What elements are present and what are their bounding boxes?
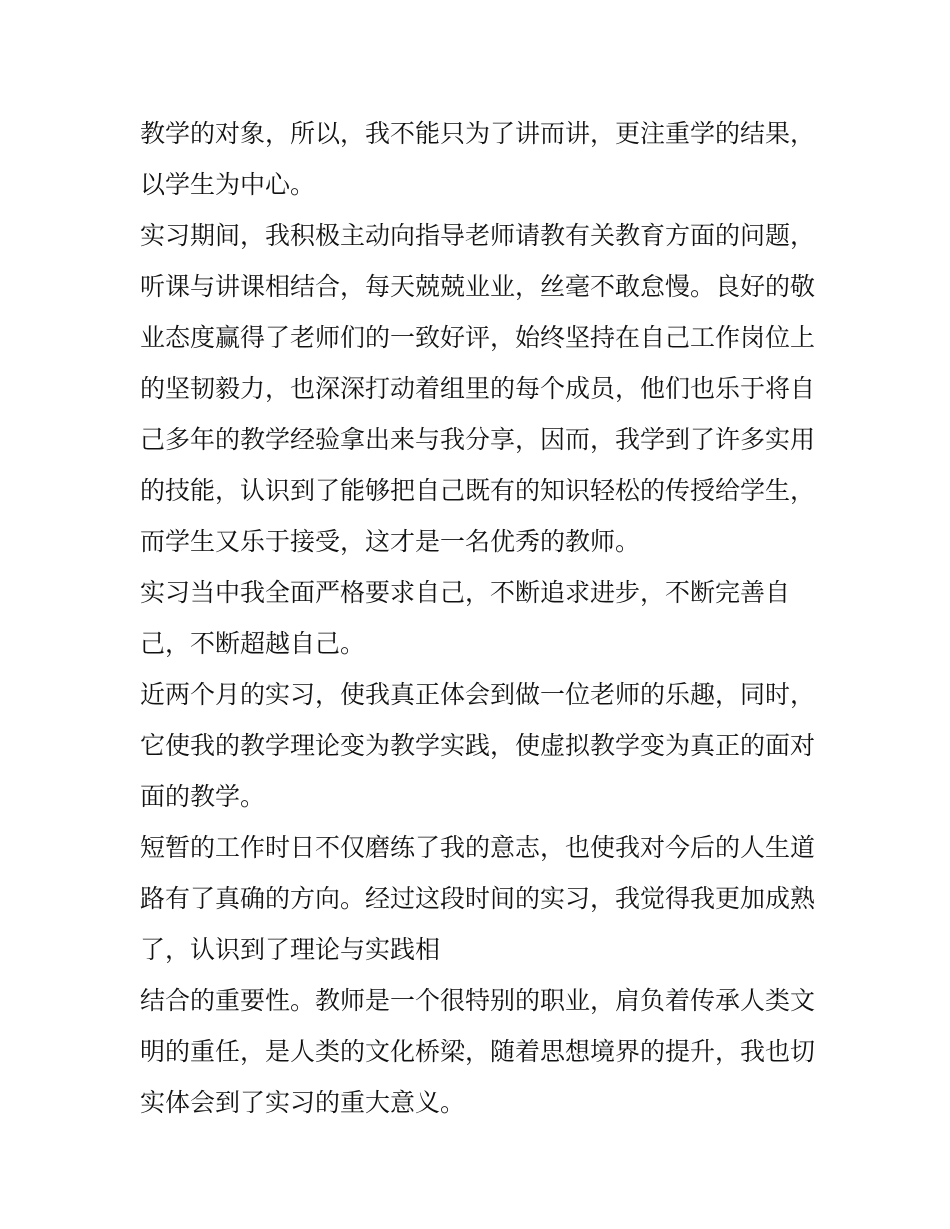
- text-line: 短暂的工作时日不仅磨练了我的意志，也使我对今后的人生道: [140, 833, 816, 862]
- text-line: 实体会到了实习的重大意义。: [140, 1088, 466, 1117]
- text-line: 的技能，认识到了能够把自己既有的知识轻松的传授给学生，: [140, 476, 816, 505]
- text-line: 它使我的教学理论变为教学实践，使虚拟教学变为真正的面对: [140, 731, 816, 760]
- text-line: 面的教学。: [140, 782, 266, 811]
- text-line: 结合的重要性。教师是一个很特别的职业，肩负着传承人类文: [140, 986, 816, 1015]
- text-line: 实习当中我全面严格要求自己，不断追求进步，不断完善自: [140, 578, 791, 607]
- text-line: 路有了真确的方向。经过这段时间的实习，我觉得我更加成熟: [140, 884, 816, 913]
- text-line: 听课与讲课相结合，每天兢兢业业，丝毫不敢怠慢。良好的敬: [140, 272, 816, 301]
- text-line: 的坚韧毅力，也深深打动着组里的每个成员，他们也乐于将自: [140, 374, 816, 403]
- text-line: 而学生又乐于接受，这才是一名优秀的教师。: [140, 527, 641, 556]
- text-line: 近两个月的实习，使我真正体会到做一位老师的乐趣，同时，: [140, 680, 816, 709]
- text-line: 实习期间，我积极主动向指导老师请教有关教育方面的问题，: [140, 221, 816, 250]
- text-line: 了，认识到了理论与实践相: [140, 935, 441, 964]
- text-line: 己，不断超越自己。: [140, 629, 366, 658]
- document-body: [140, 108, 820, 1128]
- text-line: 己多年的教学经验拿出来与我分享，因而，我学到了许多实用: [140, 425, 816, 454]
- text-line: 教学的对象，所以，我不能只为了讲而讲，更注重学的结果，: [140, 119, 816, 148]
- text-line: 以学生为中心。: [140, 170, 316, 199]
- text-line: 业态度赢得了老师们的一致好评，始终坚持在自己工作岗位上: [140, 323, 816, 352]
- text-line: 明的重任，是人类的文化桥梁，随着思想境界的提升，我也切: [140, 1037, 816, 1066]
